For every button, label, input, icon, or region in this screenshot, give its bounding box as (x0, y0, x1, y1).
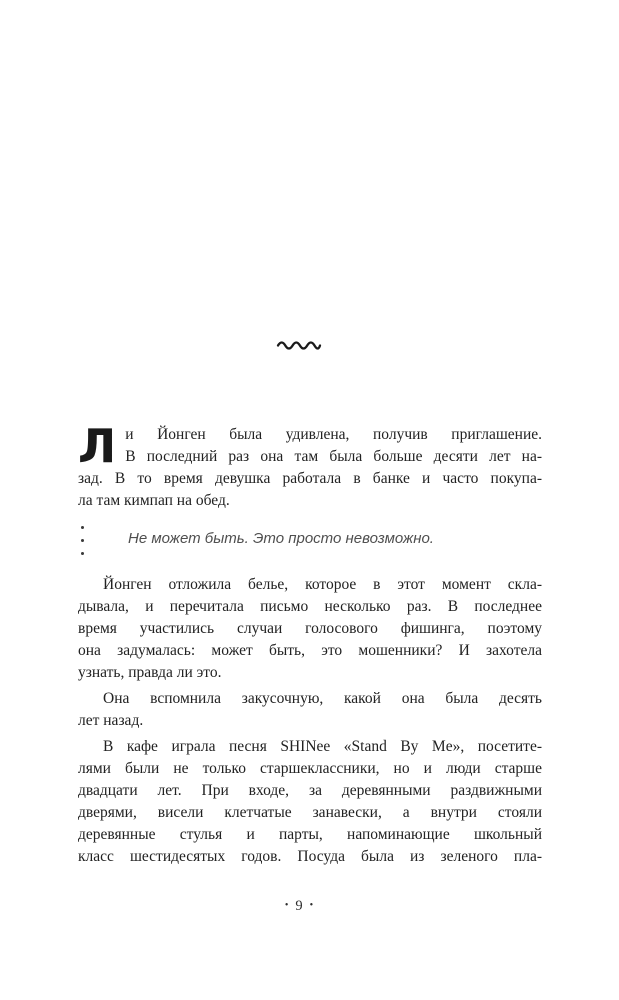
text-line: дверями, висели клетчатые занавески, а внутри стояли (78, 804, 542, 821)
paragraph (78, 688, 542, 732)
text-line: лями были не только старшеклассники, но и люди старше (78, 760, 542, 777)
footer-bullet-left: • (284, 900, 289, 911)
scene-break-ornament (0, 338, 598, 350)
quote-line: Не может быть. Это просто невозможно. (128, 530, 434, 547)
text-line: двадцати лет. При входе, за деревянными раздвижными (78, 782, 542, 799)
text-line: класс шестидесятых годов. Посуда была из зеленого пла- (78, 848, 542, 865)
text-line: время участились случаи голосового фишинга, поэтому (78, 620, 542, 637)
text-line: деревянные стулья и парты, напоминающие школьный (78, 826, 542, 843)
page-footer (0, 898, 598, 915)
vertical-dots-icon (81, 526, 84, 555)
footer-bullet-right: • (309, 900, 314, 911)
text-line: она задумалась: может быть, это мошенники? И захотела (78, 642, 542, 659)
text-line: лет назад. (78, 712, 144, 729)
text-line: ла там кимпап на обед. (78, 492, 230, 509)
paragraph (78, 419, 542, 512)
text-line: дывала, и перечитала письмо несколько раз. В последнее (78, 598, 542, 615)
text-line: Йонген отложила белье, которое в этот момент скла- (103, 576, 542, 593)
thought-quote (78, 528, 542, 550)
paragraph (78, 736, 542, 868)
text-line: В кафе играла песня SHINee «Stand By Me», посетите- (103, 738, 542, 755)
paragraph (78, 574, 542, 684)
text-block (78, 419, 542, 872)
text-line: узнать, правда ли это. (78, 664, 222, 681)
text-line: зад. В то время девушка работала в банке и часто покупа- (78, 470, 542, 487)
text-line: Она вспомнила закусочную, какой она была десять (103, 690, 542, 707)
page-number: 9 (295, 898, 303, 914)
wavy-line-icon (276, 338, 322, 350)
text-line: и Йонген была удивлена, получив приглашение. (125, 426, 542, 443)
text-line: В последний раз она там была больше десяти лет на- (125, 448, 542, 465)
drop-cap: Л (78, 419, 117, 473)
